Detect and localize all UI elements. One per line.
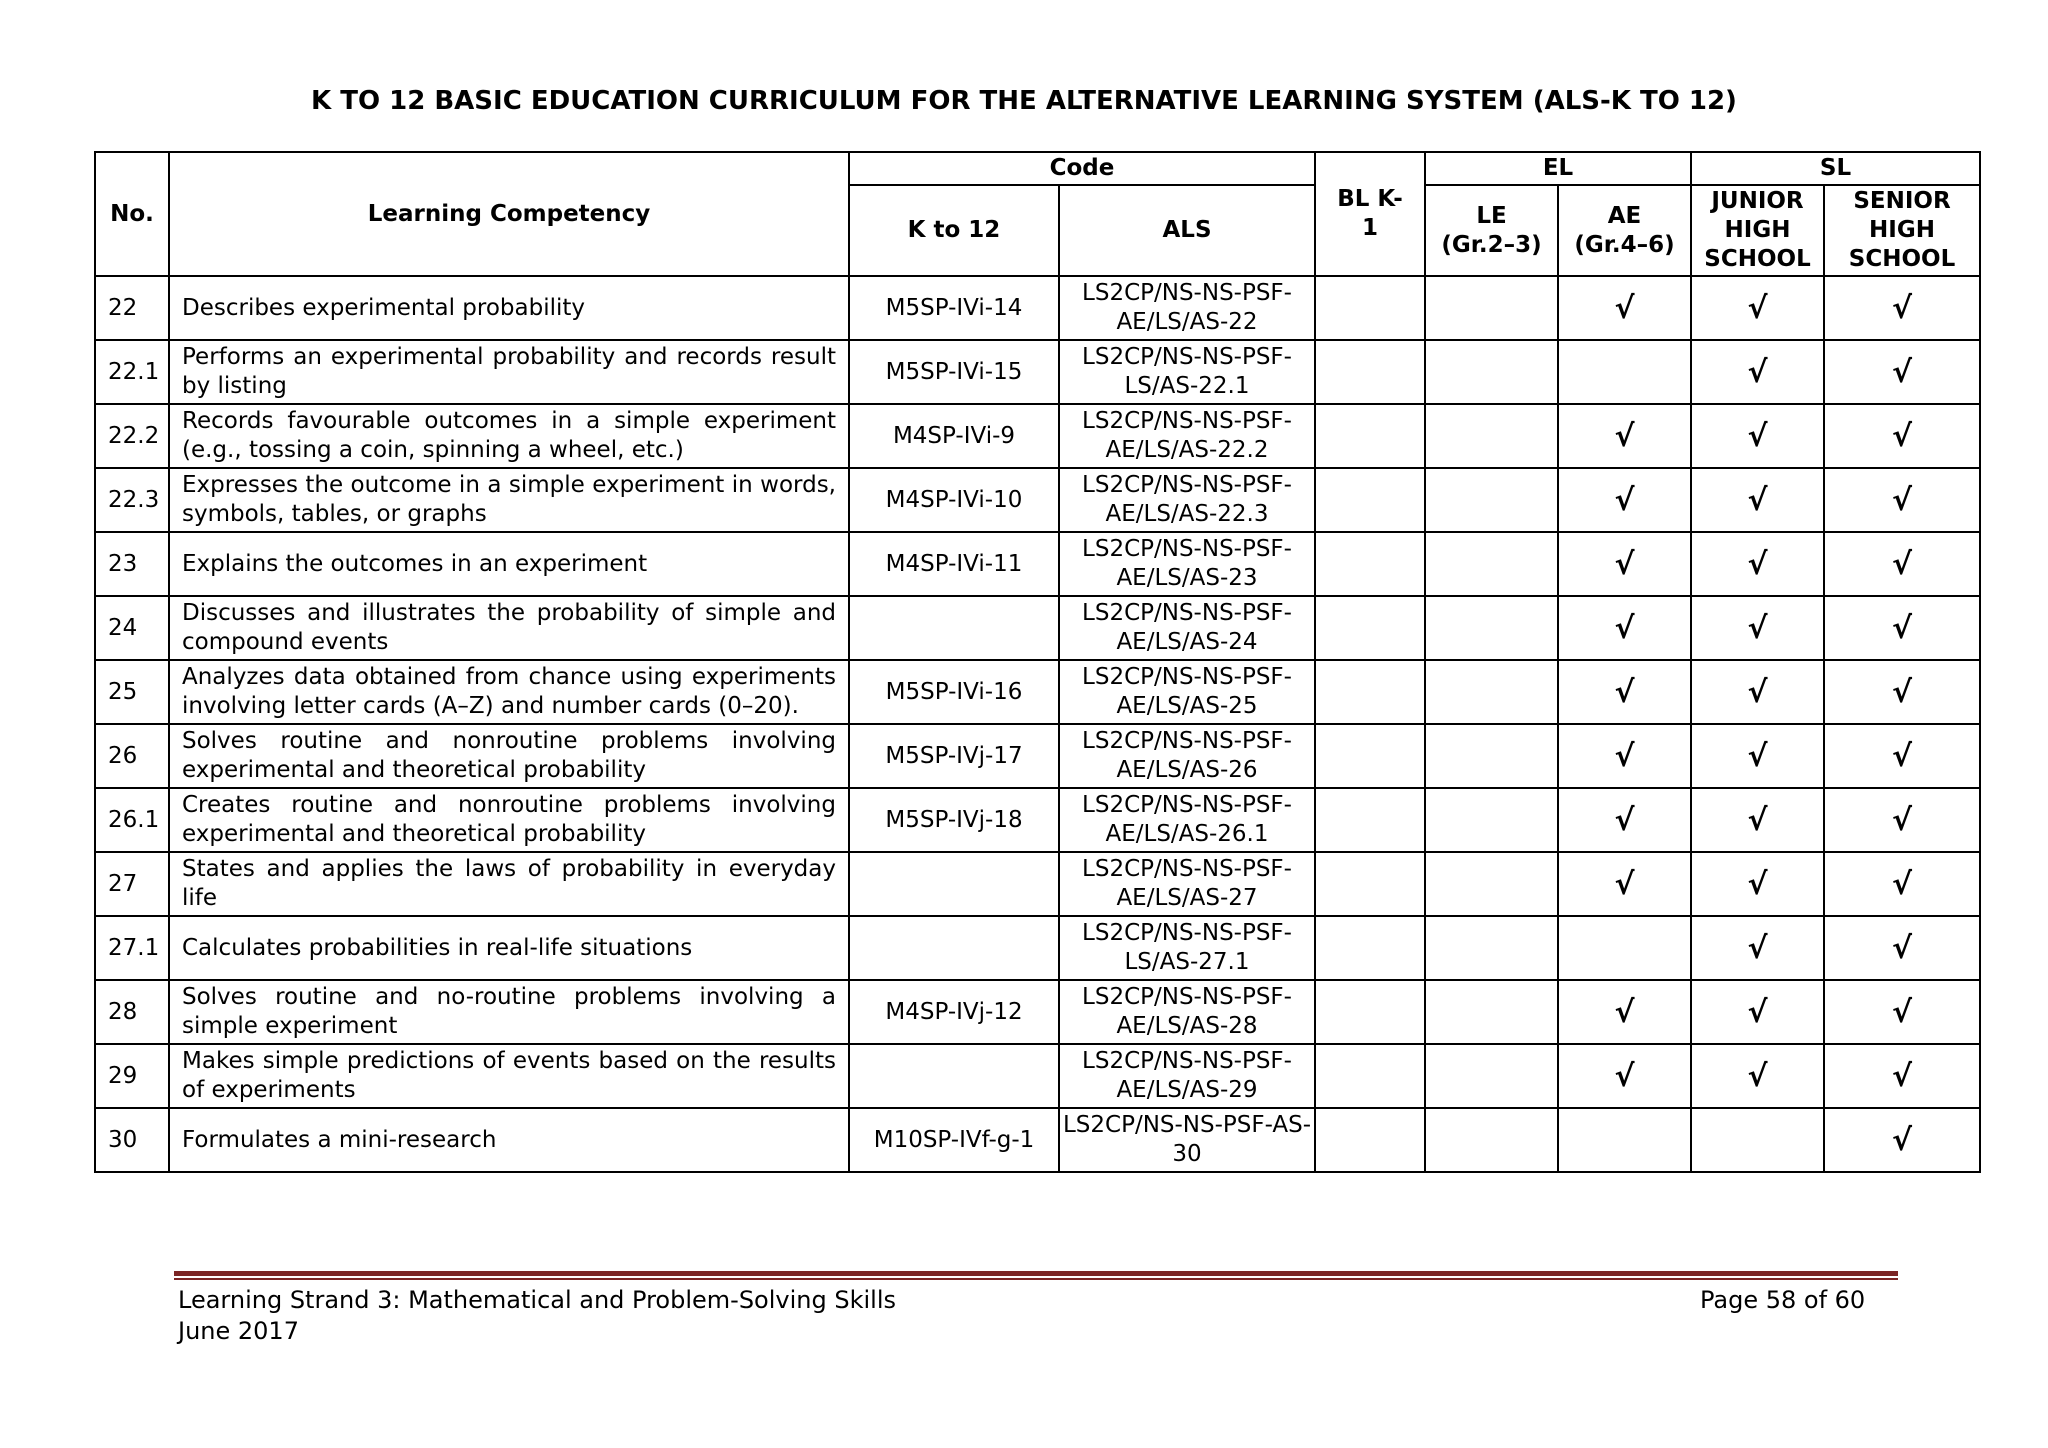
als-code: LS2CP/NS-NS-PSF-AE/LS/AS-22.2 (1059, 404, 1315, 468)
table-row (95, 1108, 1980, 1172)
competency-text: Solves routine and no-routine problems involving a simple experiment (169, 980, 849, 1044)
table-row (95, 276, 1980, 340)
bl-check (1315, 532, 1425, 596)
jhs-check: √ (1691, 1044, 1824, 1108)
k12-code: M4SP-IVi-9 (849, 404, 1059, 468)
ae-check: √ (1558, 276, 1691, 340)
bl-check (1315, 1108, 1425, 1172)
le-check (1425, 404, 1558, 468)
k12-code (849, 1044, 1059, 1108)
shs-check: √ (1824, 468, 1980, 532)
shs-check: √ (1824, 1108, 1980, 1172)
footer-strand: Learning Strand 3: Mathematical and Problem-Solving Skills (178, 1286, 896, 1314)
le-check (1425, 788, 1558, 852)
k12-code (849, 852, 1059, 916)
shs-check: √ (1824, 660, 1980, 724)
header-no: No. (95, 152, 169, 276)
jhs-check: √ (1691, 340, 1824, 404)
bl-check (1315, 980, 1425, 1044)
bl-check (1315, 596, 1425, 660)
table-row (95, 468, 1980, 532)
le-check (1425, 660, 1558, 724)
le-check (1425, 1044, 1558, 1108)
k12-code: M5SP-IVi-16 (849, 660, 1059, 724)
competency-text: Explains the outcomes in an experiment (169, 532, 849, 596)
le-check (1425, 724, 1558, 788)
footer-page-number: Page 58 of 60 (1700, 1286, 1866, 1314)
jhs-check: √ (1691, 596, 1824, 660)
table-row (95, 404, 1980, 468)
row-number: 26.1 (95, 788, 169, 852)
ae-check: √ (1558, 852, 1691, 916)
le-check (1425, 1108, 1558, 1172)
ae-check: √ (1558, 596, 1691, 660)
header-bl: BL K-1 (1315, 152, 1425, 276)
als-code: LS2CP/NS-NS-PSF-AE/LS/AS-27 (1059, 852, 1315, 916)
bl-check (1315, 276, 1425, 340)
shs-check: √ (1824, 916, 1980, 980)
competency-text: Creates routine and nonroutine problems involving experimental and theoretical probability (169, 788, 849, 852)
bl-check (1315, 724, 1425, 788)
shs-check: √ (1824, 404, 1980, 468)
ae-check (1558, 1108, 1691, 1172)
header-ae: AE (Gr.4–6) (1558, 185, 1691, 276)
shs-check: √ (1824, 724, 1980, 788)
row-number: 25 (95, 660, 169, 724)
shs-check: √ (1824, 340, 1980, 404)
k12-code (849, 596, 1059, 660)
k12-code: M5SP-IVj-17 (849, 724, 1059, 788)
k12-code: M10SP-IVf-g-1 (849, 1108, 1059, 1172)
table-row (95, 532, 1980, 596)
le-check (1425, 276, 1558, 340)
als-code: LS2CP/NS-NS-PSF-AE/LS/AS-22.3 (1059, 468, 1315, 532)
row-number: 29 (95, 1044, 169, 1108)
jhs-check: √ (1691, 916, 1824, 980)
ae-check: √ (1558, 532, 1691, 596)
table-body (95, 276, 1980, 1172)
le-check (1425, 340, 1558, 404)
als-code: LS2CP/NS-NS-PSF-AE/LS/AS-26.1 (1059, 788, 1315, 852)
competency-text: Formulates a mini-research (169, 1108, 849, 1172)
table-row (95, 788, 1980, 852)
row-number: 28 (95, 980, 169, 1044)
row-number: 26 (95, 724, 169, 788)
competency-text: Makes simple predictions of events based on the results of experiments (169, 1044, 849, 1108)
row-number: 27.1 (95, 916, 169, 980)
k12-code: M4SP-IVi-10 (849, 468, 1059, 532)
als-code: LS2CP/NS-NS-PSF-AE/LS/AS-28 (1059, 980, 1315, 1044)
shs-check: √ (1824, 276, 1980, 340)
competency-text: States and applies the laws of probability in everyday life (169, 852, 849, 916)
ae-check: √ (1558, 788, 1691, 852)
k12-code (849, 916, 1059, 980)
jhs-check: √ (1691, 468, 1824, 532)
ae-check: √ (1558, 724, 1691, 788)
k12-code: M4SP-IVj-12 (849, 980, 1059, 1044)
curriculum-table (94, 151, 1981, 1173)
competency-text: Solves routine and nonroutine problems involving experimental and theoretical probability (169, 724, 849, 788)
shs-check: √ (1824, 596, 1980, 660)
bl-check (1315, 660, 1425, 724)
jhs-check: √ (1691, 724, 1824, 788)
footer-divider (174, 1271, 1898, 1280)
row-number: 23 (95, 532, 169, 596)
table-row (95, 724, 1980, 788)
le-check (1425, 596, 1558, 660)
header-le: LE (Gr.2–3) (1425, 185, 1558, 276)
k12-code: M5SP-IVi-15 (849, 340, 1059, 404)
header-el: EL (1425, 152, 1691, 185)
le-check (1425, 916, 1558, 980)
competency-text: Expresses the outcome in a simple experiment in words, symbols, tables, or graphs (169, 468, 849, 532)
bl-check (1315, 788, 1425, 852)
jhs-check (1691, 1108, 1824, 1172)
table-row (95, 340, 1980, 404)
als-code: LS2CP/NS-NS-PSF-LS/AS-27.1 (1059, 916, 1315, 980)
bl-check (1315, 468, 1425, 532)
competency-text: Describes experimental probability (169, 276, 849, 340)
le-check (1425, 532, 1558, 596)
header-jhs: JUNIOR HIGH SCHOOL (1691, 185, 1824, 276)
table-row (95, 1044, 1980, 1108)
table-row (95, 596, 1980, 660)
ae-check (1558, 340, 1691, 404)
header-als: ALS (1059, 185, 1315, 276)
page-title: K TO 12 BASIC EDUCATION CURRICULUM FOR THE ALTERNATIVE LEARNING SYSTEM (ALS-K TO 12) (311, 86, 1737, 116)
als-code: LS2CP/NS-NS-PSF-AE/LS/AS-26 (1059, 724, 1315, 788)
header-shs: SENIOR HIGH SCHOOL (1824, 185, 1980, 276)
bl-check (1315, 916, 1425, 980)
table-row (95, 852, 1980, 916)
jhs-check: √ (1691, 660, 1824, 724)
row-number: 22.2 (95, 404, 169, 468)
footer-date: June 2017 (178, 1317, 299, 1345)
ae-check: √ (1558, 660, 1691, 724)
ae-check: √ (1558, 404, 1691, 468)
le-check (1425, 980, 1558, 1044)
shs-check: √ (1824, 852, 1980, 916)
als-code: LS2CP/NS-NS-PSF-AE/LS/AS-22 (1059, 276, 1315, 340)
header-sl: SL (1691, 152, 1980, 185)
jhs-check: √ (1691, 532, 1824, 596)
k12-code: M5SP-IVj-18 (849, 788, 1059, 852)
jhs-check: √ (1691, 852, 1824, 916)
header-code: Code (849, 152, 1315, 185)
row-number: 27 (95, 852, 169, 916)
le-check (1425, 468, 1558, 532)
table-row (95, 916, 1980, 980)
shs-check: √ (1824, 1044, 1980, 1108)
shs-check: √ (1824, 980, 1980, 1044)
bl-check (1315, 852, 1425, 916)
jhs-check: √ (1691, 788, 1824, 852)
bl-check (1315, 404, 1425, 468)
als-code: LS2CP/NS-NS-PSF-AE/LS/AS-25 (1059, 660, 1315, 724)
competency-text: Discusses and illustrates the probability of simple and compound events (169, 596, 849, 660)
ae-check (1558, 916, 1691, 980)
k12-code: M4SP-IVi-11 (849, 532, 1059, 596)
le-check (1425, 852, 1558, 916)
row-number: 22 (95, 276, 169, 340)
table-row (95, 660, 1980, 724)
footer-left (178, 1285, 896, 1347)
competency-text: Performs an experimental probability and records result by listing (169, 340, 849, 404)
table-row (95, 980, 1980, 1044)
jhs-check: √ (1691, 404, 1824, 468)
als-code: LS2CP/NS-NS-PSF-AE/LS/AS-24 (1059, 596, 1315, 660)
ae-check: √ (1558, 468, 1691, 532)
competency-text: Analyzes data obtained from chance using experiments involving letter cards (A–Z) and number cards (0–20). (169, 660, 849, 724)
als-code: LS2CP/NS-NS-PSF-AE/LS/AS-23 (1059, 532, 1315, 596)
als-code: LS2CP/NS-NS-PSF-LS/AS-22.1 (1059, 340, 1315, 404)
header-k12: K to 12 (849, 185, 1059, 276)
row-number: 22.1 (95, 340, 169, 404)
ae-check: √ (1558, 980, 1691, 1044)
competency-text: Records favourable outcomes in a simple experiment (e.g., tossing a coin, spinning a wheel, etc.) (169, 404, 849, 468)
bl-check (1315, 340, 1425, 404)
als-code: LS2CP/NS-NS-PSF-AS-30 (1059, 1108, 1315, 1172)
header-competency: Learning Competency (169, 152, 849, 276)
bl-check (1315, 1044, 1425, 1108)
shs-check: √ (1824, 532, 1980, 596)
row-number: 24 (95, 596, 169, 660)
jhs-check: √ (1691, 276, 1824, 340)
shs-check: √ (1824, 788, 1980, 852)
row-number: 22.3 (95, 468, 169, 532)
competency-text: Calculates probabilities in real-life situations (169, 916, 849, 980)
k12-code: M5SP-IVi-14 (849, 276, 1059, 340)
row-number: 30 (95, 1108, 169, 1172)
ae-check: √ (1558, 1044, 1691, 1108)
als-code: LS2CP/NS-NS-PSF-AE/LS/AS-29 (1059, 1044, 1315, 1108)
jhs-check: √ (1691, 980, 1824, 1044)
